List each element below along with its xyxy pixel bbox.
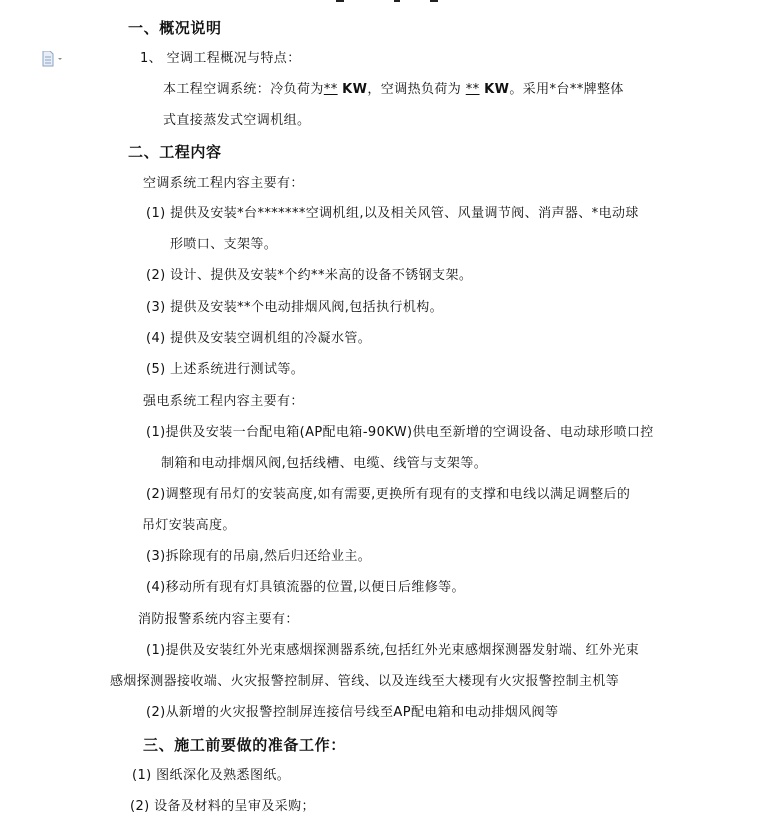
fa-item-2: (2)从新增的火灾报警控制屏连接信号线至AP配电箱和电动排烟风阀等 <box>146 705 559 720</box>
el-item-4: (4)移动所有现有灯具镇流器的位置,以便日后维修等。 <box>146 580 465 595</box>
ac-item-3: (3) 提供及安装**个电动排烟风阀,包括执行机构。 <box>146 300 444 315</box>
ac-intro: 空调系统工程内容主要有： <box>143 176 304 191</box>
fa-intro: 消防报警系统内容主要有： <box>138 612 299 627</box>
prep-item-2: (2) 设备及材料的呈审及采购； <box>130 799 315 814</box>
ac-item-4: (4) 提供及安装空调机组的冷凝水管。 <box>146 331 372 346</box>
el-intro: 强电系统工程内容主要有： <box>143 394 304 409</box>
ac-item-5: (5) 上述系统进行测试等。 <box>146 362 305 377</box>
ac-item-2: (2) 设计、提供及安装*个约**米高的设备不锈钢支架。 <box>146 268 473 283</box>
section-heading-1: 一、概况说明 <box>128 19 222 37</box>
el-item-2b: 吊灯安装高度。 <box>142 518 236 533</box>
load-text-d: ，空调热负荷为 <box>367 82 462 97</box>
heating-load-value: ** <box>465 82 480 97</box>
cooling-load-value: ** <box>323 82 338 97</box>
paragraph-load-cont: 式直接蒸发式空调机组。 <box>163 113 311 128</box>
fa-item-1a: (1)提供及安装红外光束感烟探测器系统,包括红外光束感烟探测器发射端、红外光束 <box>146 643 640 658</box>
el-item-1b: 制箱和电动排烟风阀,包括线槽、电缆、线管与支架等。 <box>161 456 488 471</box>
el-item-2a: (2)调整现有吊灯的安装高度,如有需要,更换所有现有的支撑和电线以满足调整后的 <box>146 487 631 502</box>
clipped-glyphs <box>330 0 450 3</box>
section-heading-3: 三、施工前要做的准备工作： <box>143 736 346 754</box>
unit-kw-1: KW <box>342 82 368 97</box>
document-icon[interactable] <box>42 51 68 67</box>
fa-item-1b: 感烟探测器接收端、火灾报警控制屏、管线、以及连线至大楼现有火灾报警控制主机等 <box>110 674 620 689</box>
paragraph-load <box>163 82 624 98</box>
el-item-1a: (1)提供及安装一台配电箱(AP配电箱-90KW)供电至新增的空调设备、电动球形喷口控 <box>146 425 654 440</box>
unit-kw-2: KW <box>484 82 510 97</box>
ac-item-1b: 形喷口、支架等。 <box>170 237 278 252</box>
load-text-a: 本工程空调系统：冷负荷为 <box>163 82 324 97</box>
prep-item-1: (1) 图纸深化及熟悉图纸。 <box>132 768 291 783</box>
item-1: 1、 空调工程概况与特点： <box>140 51 301 66</box>
load-text-g: 。采用*台**牌整体 <box>509 82 624 97</box>
chevron-down-icon <box>58 58 62 60</box>
section-heading-2: 二、工程内容 <box>128 143 222 161</box>
ac-item-1a: (1) 提供及安装*台*******空调机组,以及相关风管、风量调节阀、消声器、*电动球 <box>146 206 639 221</box>
clipped-title-fragment <box>330 0 450 3</box>
el-item-3: (3)拆除现有的吊扇,然后归还给业主。 <box>146 549 372 564</box>
